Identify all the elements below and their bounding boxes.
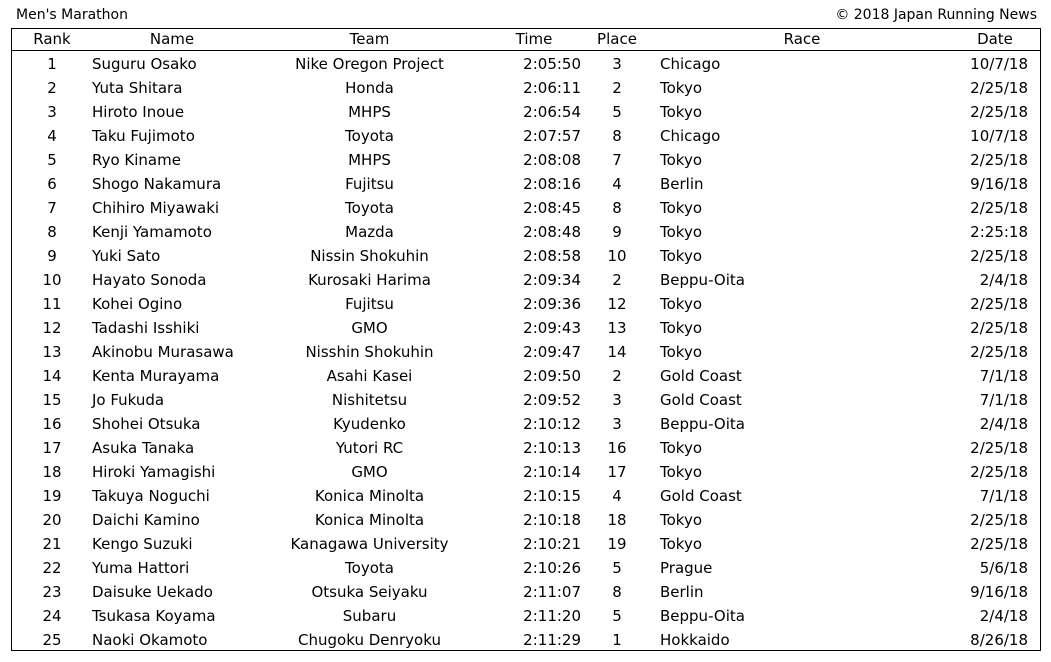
- column-header-place: Place: [597, 30, 637, 48]
- cell-race: Gold Coast: [660, 391, 742, 409]
- cell-name: Hayato Sonoda: [92, 271, 207, 289]
- cell-name: Takuya Noguchi: [92, 487, 210, 505]
- cell-rank: 25: [42, 631, 62, 649]
- cell-race: Tokyo: [660, 79, 702, 97]
- cell-name: Naoki Okamoto: [92, 631, 208, 649]
- cell-name: Taku Fujimoto: [92, 127, 195, 145]
- column-header-time: Time: [515, 30, 553, 48]
- cell-place: 13: [607, 319, 627, 337]
- cell-rank: 4: [47, 127, 57, 145]
- table-row: [12, 124, 1040, 148]
- cell-race: Tokyo: [660, 247, 702, 265]
- cell-date: 2/4/18: [979, 415, 1028, 433]
- cell-time: 2:10:12: [523, 415, 581, 433]
- cell-date: 2/25/18: [970, 79, 1028, 97]
- cell-name: Shogo Nakamura: [92, 175, 222, 193]
- cell-team: Toyota: [345, 199, 394, 217]
- cell-team: GMO: [351, 319, 388, 337]
- table-row: [12, 292, 1040, 316]
- cell-date: 9/16/18: [970, 175, 1028, 193]
- cell-rank: 16: [42, 415, 62, 433]
- table-row: [12, 268, 1040, 292]
- cell-race: Hokkaido: [660, 631, 730, 649]
- cell-time: 2:10:14: [523, 463, 581, 481]
- cell-time: 2:09:50: [523, 367, 581, 385]
- cell-place: 4: [612, 175, 622, 193]
- cell-name: Hiroto Inoue: [92, 103, 185, 121]
- cell-date: 2/25/18: [970, 199, 1028, 217]
- cell-team: Nike Oregon Project: [295, 55, 444, 73]
- cell-time: 2:10:18: [523, 511, 581, 529]
- cell-team: Kyudenko: [333, 415, 406, 433]
- table-row: [12, 532, 1040, 556]
- cell-date: 2/25/18: [970, 535, 1028, 553]
- cell-name: Asuka Tanaka: [92, 439, 195, 457]
- table-row: [12, 556, 1040, 580]
- cell-race: Tokyo: [660, 223, 702, 241]
- cell-date: 2/4/18: [979, 607, 1028, 625]
- cell-rank: 20: [42, 511, 62, 529]
- table-row: [12, 364, 1040, 388]
- cell-name: Chihiro Miyawaki: [92, 199, 220, 217]
- cell-team: Konica Minolta: [314, 487, 425, 505]
- cell-team: Chugoku Denryoku: [298, 631, 441, 649]
- cell-team: Nissin Shokuhin: [310, 247, 429, 265]
- cell-time: 2:08:16: [523, 175, 581, 193]
- cell-team: Fujitsu: [345, 295, 394, 313]
- cell-race: Tokyo: [660, 295, 702, 313]
- cell-place: 3: [612, 415, 622, 433]
- table-header: [12, 29, 1040, 51]
- cell-time: 2:11:20: [523, 607, 581, 625]
- cell-rank: 10: [42, 271, 62, 289]
- cell-team: Konica Minolta: [314, 511, 425, 529]
- cell-race: Beppu-Oita: [660, 271, 745, 289]
- cell-rank: 21: [42, 535, 62, 553]
- cell-race: Tokyo: [660, 151, 702, 169]
- cell-rank: 23: [42, 583, 62, 601]
- cell-time: 2:08:58: [523, 247, 581, 265]
- cell-team: Nisshin Shokuhin: [305, 343, 434, 361]
- cell-place: 2: [612, 367, 622, 385]
- cell-date: 5/6/18: [979, 559, 1028, 577]
- cell-team: Fujitsu: [345, 175, 394, 193]
- cell-rank: 5: [47, 151, 57, 169]
- cell-rank: 1: [47, 55, 57, 73]
- cell-team: Subaru: [342, 607, 397, 625]
- cell-place: 2: [612, 79, 622, 97]
- cell-rank: 24: [42, 607, 62, 625]
- column-header-date: Date: [977, 30, 1013, 48]
- cell-time: 2:06:11: [523, 79, 581, 97]
- table-row: [12, 388, 1040, 412]
- cell-rank: 15: [42, 391, 62, 409]
- cell-race: Chicago: [660, 127, 721, 145]
- cell-place: 8: [612, 583, 622, 601]
- table-row: [12, 460, 1040, 484]
- cell-rank: 2: [47, 79, 57, 97]
- cell-rank: 14: [42, 367, 62, 385]
- cell-race: Tokyo: [660, 439, 702, 457]
- table-row: [12, 436, 1040, 460]
- cell-race: Gold Coast: [660, 487, 742, 505]
- cell-team: MHPS: [348, 103, 391, 121]
- cell-date: 2:25:18: [970, 223, 1028, 241]
- cell-time: 2:09:34: [523, 271, 581, 289]
- cell-date: 2/25/18: [970, 247, 1028, 265]
- table-row: [12, 100, 1040, 124]
- cell-time: 2:10:26: [523, 559, 581, 577]
- column-header-team: Team: [349, 30, 390, 48]
- cell-time: 2:09:43: [523, 319, 581, 337]
- cell-name: Ryo Kiname: [92, 151, 181, 169]
- page-title: Men's Marathon: [16, 7, 128, 23]
- cell-race: Tokyo: [660, 319, 702, 337]
- table-row: [12, 52, 1040, 76]
- column-header-race: Race: [783, 30, 821, 48]
- cell-race: Beppu-Oita: [660, 415, 745, 433]
- table-row: [12, 76, 1040, 100]
- cell-place: 5: [612, 607, 622, 625]
- cell-rank: 6: [47, 175, 57, 193]
- cell-place: 9: [612, 223, 622, 241]
- cell-rank: 8: [47, 223, 57, 241]
- cell-rank: 9: [47, 247, 57, 265]
- table-row: [12, 340, 1040, 364]
- cell-team: Toyota: [345, 127, 394, 145]
- cell-place: 2: [612, 271, 622, 289]
- cell-date: 2/25/18: [970, 439, 1028, 457]
- cell-time: 2:07:57: [523, 127, 581, 145]
- cell-race: Berlin: [660, 175, 704, 193]
- table-row: [12, 220, 1040, 244]
- cell-rank: 7: [47, 199, 57, 217]
- cell-place: 18: [607, 511, 627, 529]
- cell-name: Akinobu Murasawa: [92, 343, 234, 361]
- cell-race: Tokyo: [660, 511, 702, 529]
- cell-race: Beppu-Oita: [660, 607, 745, 625]
- cell-rank: 12: [42, 319, 62, 337]
- results-table: [11, 28, 1041, 651]
- cell-place: 8: [612, 199, 622, 217]
- cell-name: Shohei Otsuka: [92, 415, 201, 433]
- cell-time: 2:08:08: [523, 151, 581, 169]
- cell-place: 3: [612, 55, 622, 73]
- cell-rank: 13: [42, 343, 62, 361]
- cell-team: Kanagawa University: [290, 535, 449, 553]
- cell-race: Tokyo: [660, 103, 702, 121]
- cell-time: 2:10:21: [523, 535, 581, 553]
- table-row: [12, 508, 1040, 532]
- table-row: [12, 196, 1040, 220]
- cell-race: Tokyo: [660, 535, 702, 553]
- cell-place: 5: [612, 559, 622, 577]
- cell-date: 2/25/18: [970, 343, 1028, 361]
- cell-race: Chicago: [660, 55, 721, 73]
- cell-race: Tokyo: [660, 343, 702, 361]
- cell-team: Kurosaki Harima: [308, 271, 431, 289]
- cell-date: 7/1/18: [979, 487, 1028, 505]
- cell-race: Tokyo: [660, 463, 702, 481]
- cell-rank: 19: [42, 487, 62, 505]
- cell-name: Yuta Shitara: [92, 79, 183, 97]
- cell-team: Otsuka Seiyaku: [311, 583, 428, 601]
- cell-place: 5: [612, 103, 622, 121]
- cell-time: 2:08:45: [523, 199, 581, 217]
- cell-name: Yuma Hattori: [92, 559, 190, 577]
- cell-race: Prague: [660, 559, 713, 577]
- table-row: [12, 604, 1040, 628]
- cell-name: Jo Fukuda: [92, 391, 165, 409]
- cell-date: 2/25/18: [970, 319, 1028, 337]
- cell-date: 7/1/18: [979, 367, 1028, 385]
- cell-date: 2/25/18: [970, 463, 1028, 481]
- cell-place: 7: [612, 151, 622, 169]
- cell-date: 10/7/18: [970, 55, 1028, 73]
- cell-time: 2:10:13: [523, 439, 581, 457]
- column-header-rank: Rank: [33, 30, 71, 48]
- cell-place: 1: [612, 631, 622, 649]
- cell-name: Yuki Sato: [92, 247, 161, 265]
- cell-name: Kohei Ogino: [92, 295, 183, 313]
- cell-date: 10/7/18: [970, 127, 1028, 145]
- cell-race: Tokyo: [660, 199, 702, 217]
- cell-place: 10: [607, 247, 627, 265]
- cell-name: Kenta Murayama: [92, 367, 220, 385]
- cell-team: Honda: [345, 79, 394, 97]
- copyright-notice: © 2018 Japan Running News: [835, 7, 1037, 23]
- table-row: [12, 412, 1040, 436]
- cell-place: 14: [607, 343, 627, 361]
- cell-name: Suguru Osako: [92, 55, 197, 73]
- table-row: [12, 172, 1040, 196]
- cell-name: Daisuke Uekado: [92, 583, 213, 601]
- cell-name: Kenji Yamamoto: [92, 223, 212, 241]
- cell-team: GMO: [351, 463, 388, 481]
- cell-team: Nishitetsu: [331, 391, 408, 409]
- cell-date: 9/16/18: [970, 583, 1028, 601]
- cell-name: Tadashi Isshiki: [92, 319, 200, 337]
- table-row: [12, 148, 1040, 172]
- cell-time: 2:06:54: [523, 103, 581, 121]
- cell-place: 16: [607, 439, 627, 457]
- cell-rank: 17: [42, 439, 62, 457]
- cell-team: Yutori RC: [335, 439, 404, 457]
- cell-team: Toyota: [345, 559, 394, 577]
- cell-date: 7/1/18: [979, 391, 1028, 409]
- cell-place: 3: [612, 391, 622, 409]
- cell-place: 12: [607, 295, 627, 313]
- cell-time: 2:11:07: [523, 583, 581, 601]
- cell-date: 2/25/18: [970, 103, 1028, 121]
- cell-date: 8/26/18: [970, 631, 1028, 649]
- cell-race: Gold Coast: [660, 367, 742, 385]
- table-row: [12, 628, 1040, 652]
- cell-date: 2/25/18: [970, 511, 1028, 529]
- table-row: [12, 580, 1040, 604]
- cell-name: Kengo Suzuki: [92, 535, 193, 553]
- cell-rank: 22: [42, 559, 62, 577]
- table-row: [12, 244, 1040, 268]
- cell-time: 2:05:50: [523, 55, 581, 73]
- table-row: [12, 484, 1040, 508]
- cell-time: 2:10:15: [523, 487, 581, 505]
- cell-date: 2/25/18: [970, 151, 1028, 169]
- cell-team: MHPS: [348, 151, 391, 169]
- column-header-name: Name: [149, 30, 195, 48]
- cell-time: 2:09:52: [523, 391, 581, 409]
- cell-date: 2/25/18: [970, 295, 1028, 313]
- cell-rank: 18: [42, 463, 62, 481]
- cell-team: Asahi Kasei: [326, 367, 413, 385]
- cell-place: 19: [607, 535, 627, 553]
- cell-rank: 3: [47, 103, 57, 121]
- cell-time: 2:09:47: [523, 343, 581, 361]
- cell-date: 2/4/18: [979, 271, 1028, 289]
- cell-name: Tsukasa Koyama: [92, 607, 216, 625]
- cell-place: 8: [612, 127, 622, 145]
- cell-time: 2:08:48: [523, 223, 581, 241]
- cell-place: 17: [607, 463, 627, 481]
- cell-name: Hiroki Yamagishi: [92, 463, 216, 481]
- cell-team: Mazda: [345, 223, 394, 241]
- cell-name: Daichi Kamino: [92, 511, 200, 529]
- cell-rank: 11: [42, 295, 62, 313]
- table-row: [12, 316, 1040, 340]
- cell-time: 2:09:36: [523, 295, 581, 313]
- cell-race: Berlin: [660, 583, 704, 601]
- cell-place: 4: [612, 487, 622, 505]
- cell-time: 2:11:29: [523, 631, 581, 649]
